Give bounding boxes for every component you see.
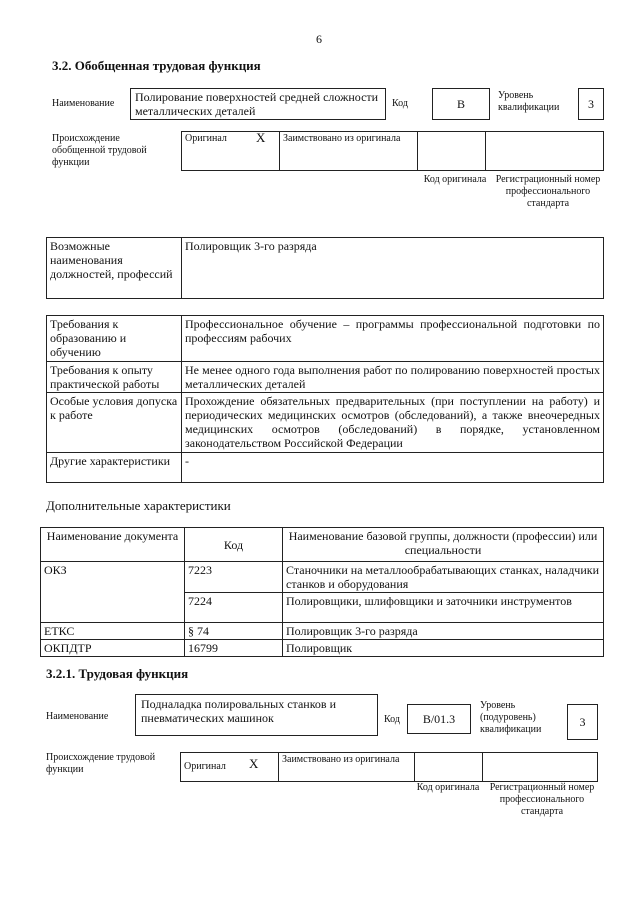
table-row-doc: ЕТКС [41,623,185,640]
req-other-label: Другие характеристики [47,453,182,483]
code-label: Код [392,98,408,109]
level-value: 3 [588,97,594,111]
level-box-2 [567,704,598,740]
original-mark: X [256,130,266,145]
header-name: Наименование базовой группы, должности (профессии) или специальности [283,528,604,562]
level-label: Уровень квалификации [498,90,560,113]
code-value: B [456,97,465,111]
original-mark-2: X [249,756,259,771]
origin-reg-cell [486,132,604,171]
additional-title: Дополнительные характеристики [46,498,231,513]
origin-reg-cell-2 [483,753,598,782]
req-education-value: Профессиональное обучение – программы профессиональной подготовки по профессиям рабочих [182,316,604,362]
page-number: 6 [316,32,322,46]
subsection-heading: 3.2.1. Трудовая функция [46,666,189,681]
origin-code-caption-2: Код оригинала [416,782,480,793]
origin-table [181,131,604,171]
req-education-label: Требования к образованию и обучению [47,316,182,362]
origin-code-cell [418,132,486,171]
table-row-name: Полировщик 3-го разряда [283,623,604,640]
reg-number-caption-2: Регистрационный номер профессионального стандарта [489,782,595,817]
origin-original-cell-2: Оригинал X [181,753,279,782]
origin-label: Происхождение обобщенной трудовой функции [52,133,147,168]
table-row-code: 16799 [185,640,283,657]
name-label-2: Наименование [46,711,109,722]
requirements-table [46,315,604,483]
table-row-doc: ОКЗ [41,562,185,623]
function-name-box [130,88,386,120]
code-value-2: B/01.3 [422,712,456,726]
req-experience-value: Не менее одного года выполнения работ по полированию поверхностей простых металлических деталей [182,362,604,393]
table-row-code: 7223 [185,562,283,593]
reg-number-caption: Регистрационный номер профессионального стандарта [495,174,601,209]
req-conditions-label: Особые условия допуска к работе [47,393,182,453]
table-row-name: Станочники на металлообрабатывающих станках, наладчики станков и оборудования [283,562,604,593]
positions-value: Полировщик 3-го разряда [182,238,604,299]
origin-code-cell-2 [415,753,483,782]
header-code: Код [185,528,283,562]
additional-table [40,527,604,657]
section-heading: 3.2. Обобщенная трудовая функция [52,58,261,73]
labor-function-name-value: Подналадка полировальных станков и пневматических машинок [141,697,337,725]
code-box [432,88,490,120]
level-value-2: 3 [579,715,586,729]
table-row-name: Полировщики, шлифовщики и заточники инструментов [283,593,604,623]
origin-label-2: Происхождение трудовой функции [46,752,156,775]
level-box [578,88,604,120]
positions-table [46,237,604,299]
req-experience-label: Требования к опыту практической работы [47,362,182,393]
origin-borrowed-cell-2: Заимствовано из оригинала [279,753,415,782]
header-document: Наименование документа [41,528,185,562]
code-label-2: Код [384,714,400,725]
origin-borrowed-cell: Заимствовано из оригинала [280,132,418,171]
function-name-value: Полирование поверхностей средней сложности металлических деталей [135,90,379,118]
code-box-2 [407,704,471,734]
req-conditions-value: Прохождение обязательных предварительных (при поступлении на работу) и периодических медицинских осмотров (обследований), а также внеочередных медицинских осмотров (обследований) в порядке, установленном законодательством Российской Федерации [182,393,604,453]
positions-label: Возможные наименования должностей, профессий [47,238,182,299]
table-row-code: § 74 [185,623,283,640]
req-other-value: - [182,453,604,483]
origin-code-caption: Код оригинала [423,174,487,185]
origin-original-cell: Оригинал X [182,132,280,171]
origin-table-2 [180,752,598,782]
name-label: Наименование [52,98,115,109]
labor-function-name-box [135,694,378,736]
table-row-doc: ОКПДТР [41,640,185,657]
table-row-code: 7224 [185,593,283,623]
table-row-name: Полировщик [283,640,604,657]
level-label-2: Уровень (подуровень) квалификации [480,700,542,735]
